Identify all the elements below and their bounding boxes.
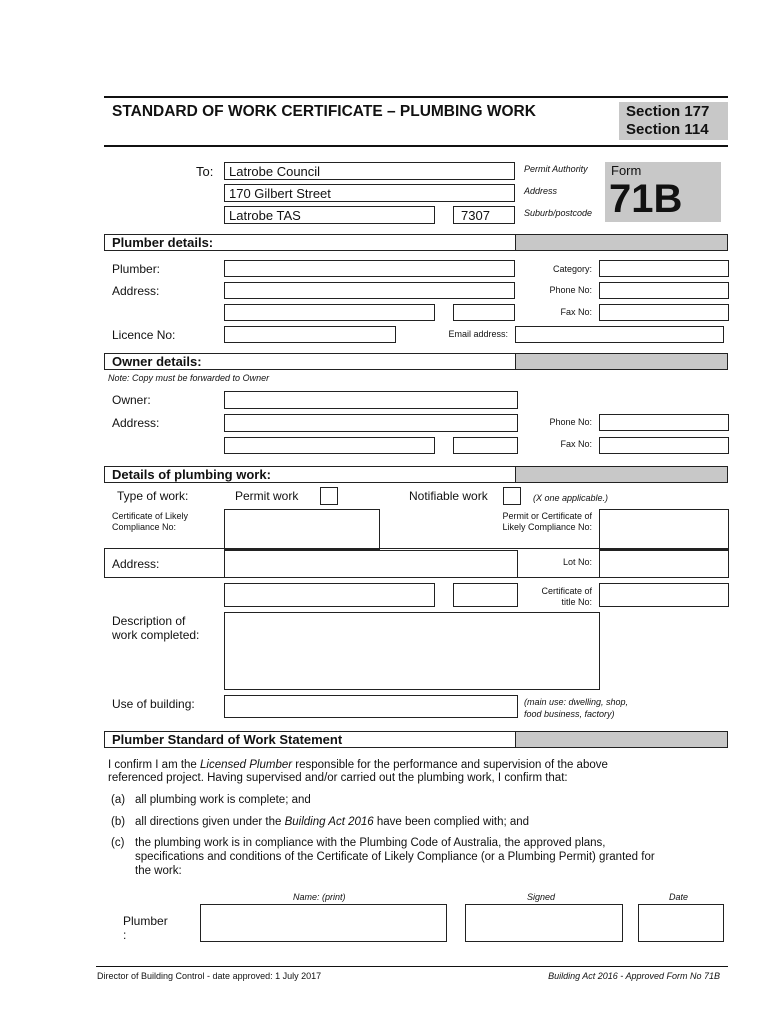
description-label-line1: Description of [112, 614, 186, 628]
work-address-label: Address: [112, 557, 160, 571]
clause-c-line1: the plumbing work is in compliance with the Plumbing Code of Australia, the approved plans, [135, 837, 606, 849]
section-177: Section 177 [626, 103, 710, 120]
authority-field[interactable] [224, 162, 515, 180]
licensed-plumber-term: Licensed Plumber [200, 759, 293, 771]
plumber-sign-label-line1: Plumber [123, 914, 168, 928]
owner-postcode-field[interactable] [453, 437, 518, 454]
owner-address-field[interactable] [224, 414, 518, 432]
permit-or-clc-label-line2: Likely Compliance No: [502, 522, 592, 532]
name-print-label: Name: (print) [293, 892, 346, 902]
clc-number-field[interactable] [224, 509, 380, 550]
permit-or-clc-label-line1: Permit or Certificate of [502, 511, 592, 521]
owner-suburb-field[interactable] [224, 437, 435, 454]
email-field[interactable] [515, 326, 724, 343]
owner-address-label: Address: [112, 416, 160, 430]
clause-c-marker: (c) [111, 837, 125, 849]
signed-label: Signed [527, 892, 556, 902]
work-details-title: Details of plumbing work: [112, 467, 271, 482]
postcode-field[interactable] [453, 206, 515, 224]
owner-label: Owner: [112, 393, 151, 407]
footer-rule [96, 966, 728, 967]
address-hint-label: Address [524, 186, 558, 196]
suburb-field[interactable] [224, 206, 435, 224]
licence-field[interactable] [224, 326, 396, 343]
form-label: Form [611, 163, 642, 178]
footer-act-term: Building Act 2016 [548, 971, 618, 981]
clause-c-line3: the work: [135, 865, 182, 877]
footer-right: Building Act 2016 - Approved Form No 71B [548, 971, 720, 981]
to-label: To: [196, 164, 214, 179]
clause-b-marker: (b) [111, 816, 126, 828]
title-label-line2: title No: [561, 597, 592, 607]
postcode-value: 7307 [461, 208, 490, 223]
plumber-name-print-field[interactable] [200, 904, 447, 942]
statement-intro-line1: I confirm I am the Licensed Plumber responsible for the performance and supervision of the above [108, 759, 608, 771]
section-114: Section 114 [626, 121, 709, 138]
statement-title: Plumber Standard of Work Statement [112, 732, 343, 747]
work-address-field[interactable] [224, 550, 518, 578]
header-bottom-rule [104, 145, 728, 147]
plumber-signature-field[interactable] [465, 904, 623, 942]
work-suburb-field[interactable] [224, 583, 435, 607]
owner-details-title: Owner details: [112, 354, 202, 369]
form-number: 71B [609, 177, 683, 221]
signature-date-field[interactable] [638, 904, 724, 942]
form-badge [605, 162, 721, 222]
building-act-term: Building Act 2016 [284, 816, 374, 828]
permit-authority-label: Permit Authority [524, 164, 588, 174]
plumber-fax-label: Fax No: [560, 307, 592, 317]
plumber-address-label: Address: [112, 284, 160, 298]
plumber-name-field[interactable] [224, 260, 515, 277]
plumber-suburb-field[interactable] [224, 304, 435, 321]
plumber-phone-label: Phone No: [549, 285, 592, 295]
category-label: Category: [552, 264, 592, 274]
suburb-postcode-label: Suburb/postcode [524, 208, 593, 218]
date-label: Date [669, 892, 689, 902]
plumber-details-header [104, 234, 728, 251]
use-of-building-field[interactable] [224, 695, 518, 718]
owner-fax-label: Fax No: [560, 439, 592, 449]
permit-or-clc-field[interactable] [599, 509, 729, 550]
permit-work-label: Permit work [235, 489, 299, 503]
clc-label-line1: Certificate of Likely [112, 511, 189, 521]
suburb-value: Latrobe TAS [229, 208, 301, 223]
notifiable-work-label: Notifiable work [409, 489, 488, 503]
notifiable-work-checkbox[interactable] [503, 487, 521, 505]
owner-fax-field[interactable] [599, 437, 729, 454]
statement-header [104, 731, 728, 748]
plumber-label: Plumber: [112, 262, 161, 276]
title-number-field[interactable] [599, 583, 729, 607]
type-of-work-label: Type of work: [117, 489, 189, 503]
lot-number-field[interactable] [599, 550, 729, 578]
email-label: Email address: [448, 329, 508, 339]
footer-left: Director of Building Control - date approved: 1 July 2017 [97, 971, 322, 981]
header-top-rule [104, 96, 728, 98]
authority-address-field[interactable] [224, 184, 515, 202]
authority-address-value: 170 Gilbert Street [229, 186, 331, 201]
plumber-details-title: Plumber details: [112, 235, 214, 250]
plumber-sign-label-line2: : [123, 928, 127, 942]
authority-value: Latrobe Council [229, 164, 321, 179]
plumber-fax-field[interactable] [599, 304, 729, 321]
work-postcode-field[interactable] [453, 583, 518, 607]
title-label-line1: Certificate of [541, 586, 592, 596]
description-label-line2: work completed: [112, 628, 200, 642]
plumber-address-field[interactable] [224, 282, 515, 299]
permit-work-checkbox[interactable] [320, 487, 338, 505]
page-title: STANDARD OF WORK CERTIFICATE – PLUMBING WORK [112, 103, 536, 120]
use-hint-line2: food business, factory) [524, 709, 615, 719]
clause-a-text: all plumbing work is complete; and [135, 794, 311, 806]
clause-c-line2: specifications and conditions of the Certificate of Likely Compliance (or a Plumbing Permit) granted for [135, 851, 655, 863]
owner-phone-label: Phone No: [549, 417, 592, 427]
owner-note: Note: Copy must be forwarded to Owner [108, 373, 270, 383]
owner-details-header [104, 353, 728, 370]
statement-intro-line2: referenced project. Having supervised and/or carried out the plumbing work, I confirm that: [108, 772, 568, 784]
one-applicable-note: (X one applicable.) [533, 493, 609, 503]
clc-label-line2: Compliance No: [112, 522, 177, 532]
plumber-postcode-field[interactable] [453, 304, 515, 321]
owner-phone-field[interactable] [599, 414, 729, 431]
description-field[interactable] [224, 612, 600, 690]
category-field[interactable] [599, 260, 729, 277]
plumber-phone-field[interactable] [599, 282, 729, 299]
work-details-header [104, 466, 728, 483]
owner-name-field[interactable] [224, 391, 518, 409]
use-of-building-label: Use of building: [112, 697, 195, 711]
clause-b-text: all directions given under the Building Act 2016 have been complied with; and [135, 816, 530, 828]
lot-label: Lot No: [562, 557, 592, 567]
licence-label: Licence No: [112, 328, 176, 342]
use-hint-line1: (main use: dwelling, shop, [524, 697, 629, 707]
section-badge [619, 102, 728, 140]
clause-a-marker: (a) [111, 794, 126, 806]
